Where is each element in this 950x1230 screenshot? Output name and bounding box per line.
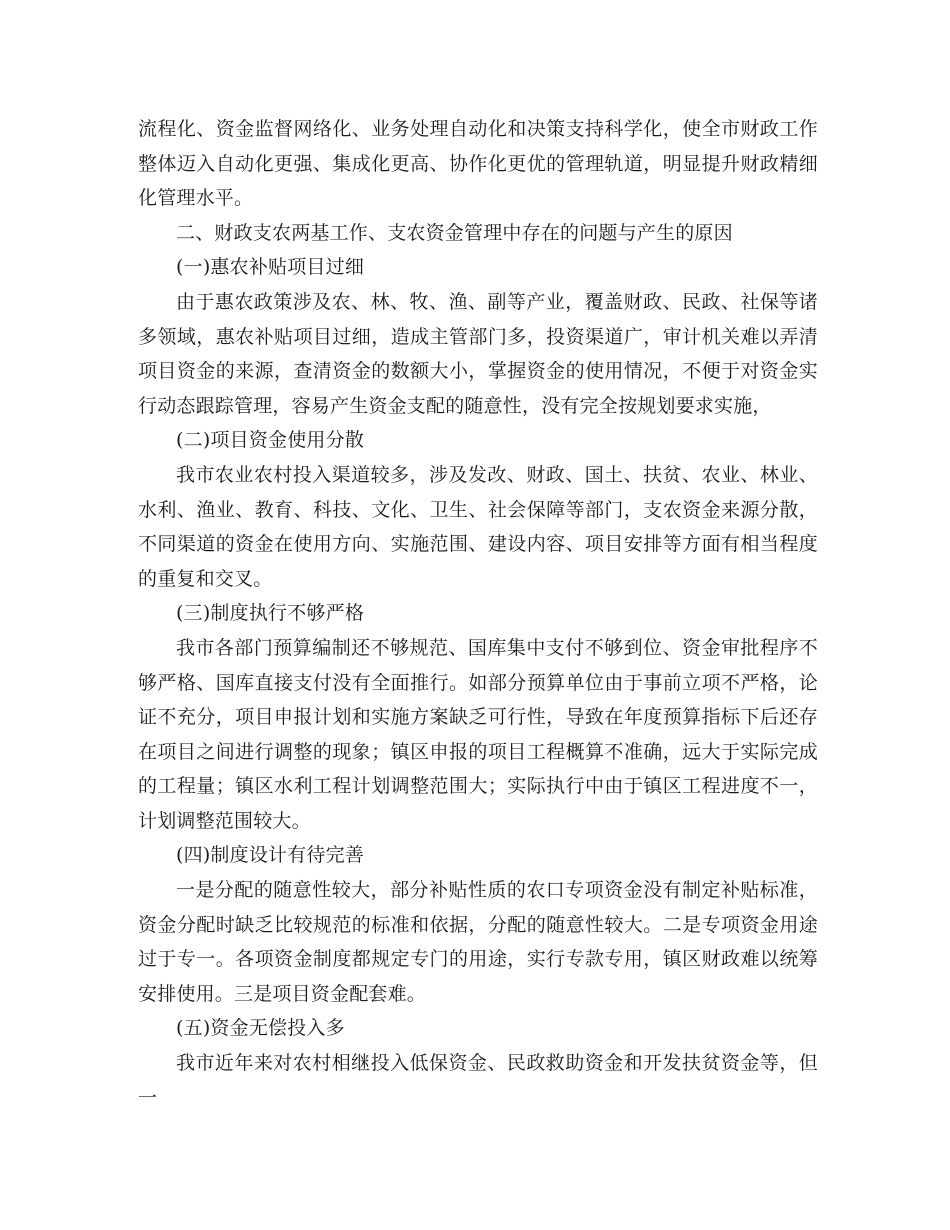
document-body	[138, 112, 818, 1115]
section-heading: 二、财政支农两基工作、支农资金管理中存在的问题与产生的原因	[176, 221, 733, 244]
subheading-2: (二)项目资金使用分散	[176, 429, 365, 452]
paragraph-5: 我市近年来对农村相继投入低保资金、民政救助资金和开发扶贫资金等，但一	[138, 1052, 818, 1109]
paragraph-4: 一是分配的随意性较大，部分补贴性质的农口专项资金没有制定补贴标准，资金分配时缺乏比较规范的标准和依据，分配的随意性较大。二是专项资金用途过于专一。各项资金制度都规定专门的用途，实行专款专用，镇区财政难以统筹安排使用。三是项目资金配套难。	[138, 879, 818, 1005]
subheading-3: (三)制度执行不够严格	[176, 602, 365, 625]
subheading-4: (四)制度设计有待完善	[176, 844, 365, 867]
paragraph-continuation: 流程化、资金监督网络化、业务处理自动化和决策支持科学化，使全市财政工作整体迈入自动化更强、集成化更高、协作化更优的管理轨道，明显提升财政精细化管理水平。	[138, 118, 818, 210]
paragraph-1: 由于惠农政策涉及农、林、牧、渔、副等产业，覆盖财政、民政、社保等诸多领域，惠农补贴项目过细，造成主管部门多，投资渠道广，审计机关难以弄清项目资金的来源，查清资金的数额大小，掌握资金的使用情况，不便于对资金实行动态跟踪管理，容易产生资金支配的随意性，没有完全按规划要求实施，	[138, 290, 818, 417]
subheading-1: (一)惠农补贴项目过细	[176, 256, 365, 279]
paragraph-2: 我市农业农村投入渠道较多，涉及发改、财政、国土、扶贫、农业、林业、水利、渔业、教育、科技、文化、卫生、社会保障等部门，支农资金来源分散，不同渠道的资金在使用方向、实施范围、建设内容、项目安排等方面有相当程度的重复和交叉。	[138, 463, 818, 590]
subheading-5: (五)资金无偿投入多	[176, 1017, 345, 1040]
paragraph-3: 我市各部门预算编制还不够规范、国库集中支付不够到位、资金审批程序不够严格、国库直接支付没有全面推行。如部分预算单位由于事前立项不严格，论证不充分，项目申报计划和实施方案缺乏可行性，导致在年度预算指标下后还存在项目之间进行调整的现象；镇区申报的项目工程概算不准确，远大于实际完成的工程量；镇区水利工程计划调整范围大；实际执行中由于镇区工程进度不一，计划调整范围较大。	[138, 636, 818, 832]
